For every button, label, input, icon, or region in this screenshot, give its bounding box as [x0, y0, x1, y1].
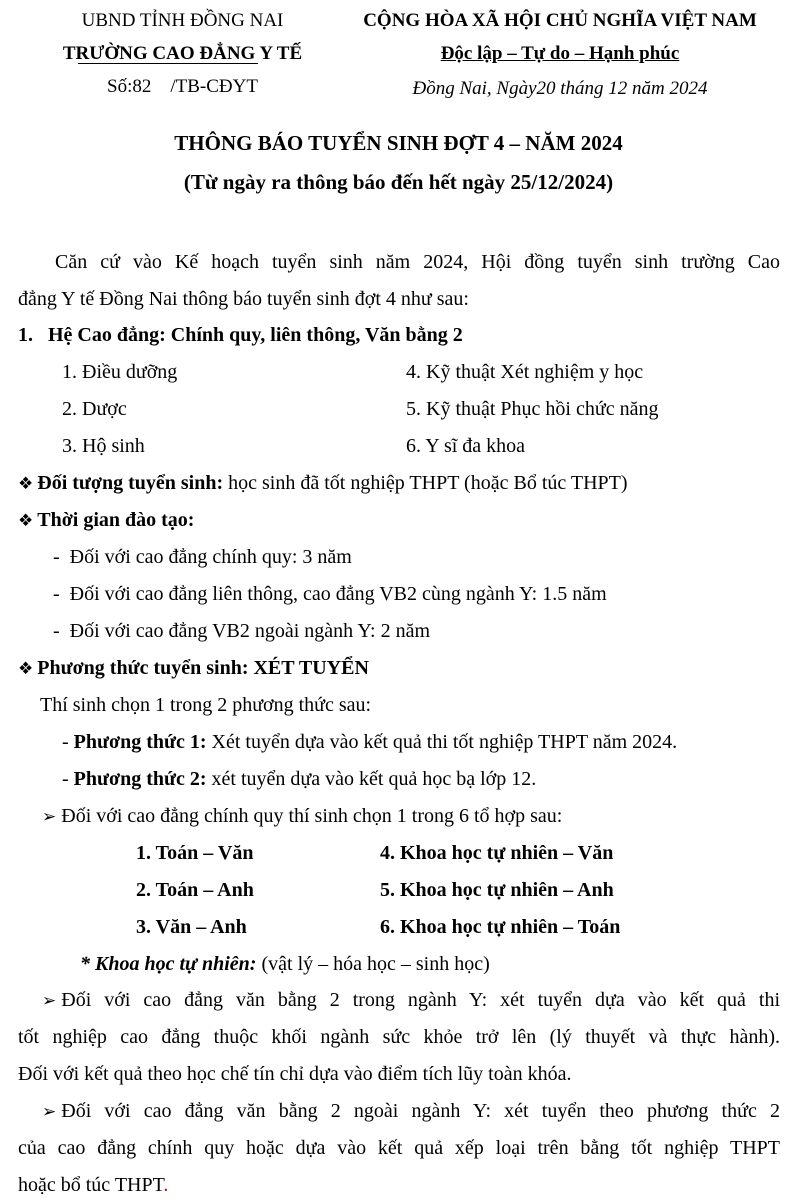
science-label: * Khoa học tự nhiên:: [80, 953, 257, 975]
vb2-in-line-2: tốt nghiệp cao đẳng thuộc khối ngành sức khỏe trở lên (lý thuyết và thực hành).: [18, 1026, 780, 1048]
page-title: THÔNG BÁO TUYỂN SINH ĐỢT 4 – NĂM 2024: [174, 131, 623, 155]
vb2-in-paragraph: [18, 982, 780, 1093]
duration-heading: [18, 510, 194, 530]
national-motto: Độc lập – Tự do – Hạnh phúc: [440, 43, 680, 64]
major-item: 2. Dược: [62, 398, 127, 420]
vb2-out-text-3: hoặc bổ túc THPT: [18, 1174, 164, 1196]
vb2-out-line-1: [18, 1093, 780, 1130]
issue-date: Đồng Nai, Ngày20 tháng 12 năm 2024: [412, 78, 708, 99]
combo-item: 3. Văn – Anh: [136, 916, 247, 938]
major-item: 1. Điều dưỡng: [62, 361, 178, 383]
section-heading: 1. Hệ Cao đẳng: Chính quy, liên thông, Văn bằng 2: [18, 324, 463, 346]
vb2-in-line-3: Đối với kết quả theo học chế tín chỉ dựa vào điểm tích lũy toàn khóa.: [18, 1063, 572, 1085]
school-underline: [78, 63, 258, 64]
school-name: [40, 44, 325, 63]
vb2-in-line-1: [18, 982, 780, 1019]
method-intro: Thí sinh chọn 1 trong 2 phương thức sau:: [40, 694, 372, 716]
combo-intro: [42, 806, 562, 826]
method-1-text: Xét tuyển dựa vào kết quả thi tốt nghiệp THPT năm 2024.: [206, 731, 678, 753]
major-item: 5. Kỹ thuật Phục hồi chức năng: [406, 398, 659, 420]
duration-item: - Đối với cao đẳng liên thông, cao đẳng VB2 cùng ngành Y: 1.5 năm: [53, 583, 607, 605]
combo-item: 2. Toán – Anh: [136, 879, 254, 901]
duration-item: - Đối với cao đẳng chính quy: 3 năm: [53, 546, 352, 568]
method-2-label: Phương thức 2:: [73, 768, 207, 790]
major-item: 6. Y sĩ đa khoa: [406, 435, 526, 457]
combo-item: 5. Khoa học tự nhiên – Anh: [380, 879, 614, 901]
vb2-out-text-1: Đối với cao đẳng văn bằng 2 ngoài ngành Y: xét tuyển theo phương thức 2: [61, 1100, 780, 1122]
method-label: Phương thức tuyển sinh: XÉT TUYỂN: [37, 657, 369, 679]
vb2-out-paragraph: [18, 1093, 780, 1204]
combo-item: 1. Toán – Văn: [136, 842, 254, 864]
vb2-out-end-dot: .: [163, 1174, 169, 1196]
combo-item: 4. Khoa học tự nhiên – Văn: [380, 842, 614, 864]
arrow-bullet-icon: ➢: [42, 991, 57, 1010]
authority-name: UBND TỈNH ĐỒNG NAI: [81, 10, 284, 31]
page-subtitle: (Từ ngày ra thông báo đến hết ngày 25/12/2024): [183, 170, 614, 194]
method-1: - Phương thức 1: Xét tuyển dựa vào kết quả thi tốt nghiệp THPT năm 2024.: [62, 731, 678, 753]
arrow-bullet-icon: ➢: [42, 1102, 57, 1121]
major-item: 4. Kỹ thuật Xét nghiệm y học: [406, 361, 644, 383]
science-note: [80, 954, 490, 974]
duration-label: Thời gian đào tạo:: [37, 509, 195, 531]
target-text: học sinh đã tốt nghiệp THPT (hoặc Bổ túc THPT): [223, 472, 628, 494]
intro-line-2: đẳng Y tế Đồng Nai thông báo tuyển sinh đợt 4 như sau:: [18, 288, 469, 310]
diamond-bullet-icon: ❖: [18, 659, 34, 678]
major-item: 3. Hộ sinh: [62, 435, 145, 457]
nation-title: CỘNG HÒA XÃ HỘI CHỦ NGHĨA VIỆT NAM: [363, 10, 757, 31]
school-name-text: TRƯỜNG CAO ĐẲNG Y TẾ: [62, 43, 303, 64]
vb2-out-line-3: [18, 1167, 780, 1204]
arrow-bullet-icon: ➢: [42, 807, 57, 826]
target-line: [18, 473, 628, 493]
intro-line-1: Căn cứ vào Kế hoạch tuyển sinh năm 2024, Hội đồng tuyển sinh trường Cao: [55, 251, 780, 273]
intro-paragraph: [18, 244, 780, 318]
target-label: Đối tượng tuyển sinh:: [37, 472, 224, 494]
diamond-bullet-icon: ❖: [18, 511, 34, 530]
science-text: (vật lý – hóa học – sinh học): [256, 953, 490, 975]
method-2: - Phương thức 2: xét tuyển dựa vào kết quả học bạ lớp 12.: [62, 768, 537, 790]
duration-item: - Đối với cao đẳng VB2 ngoài ngành Y: 2 năm: [53, 620, 431, 642]
combo-intro-text: Đối với cao đẳng chính quy thí sinh chọn 1 trong 6 tổ hợp sau:: [61, 805, 563, 827]
vb2-in-text-1: Đối với cao đẳng văn bằng 2 trong ngành Y: xét tuyển dựa vào kết quả thi: [61, 989, 780, 1011]
method-heading: [18, 658, 369, 678]
vb2-out-line-2: của cao đẳng chính quy hoặc dựa vào kết quả xếp loại trên bằng tốt nghiệp THPT: [18, 1137, 780, 1159]
diamond-bullet-icon: ❖: [18, 474, 34, 493]
document-number: Số:82 /TB-CĐYT: [107, 76, 258, 97]
method-1-label: Phương thức 1:: [73, 731, 207, 753]
combo-item: 6. Khoa học tự nhiên – Toán: [380, 916, 621, 938]
method-2-text: xét tuyển dựa vào kết quả học bạ lớp 12.: [206, 768, 537, 790]
